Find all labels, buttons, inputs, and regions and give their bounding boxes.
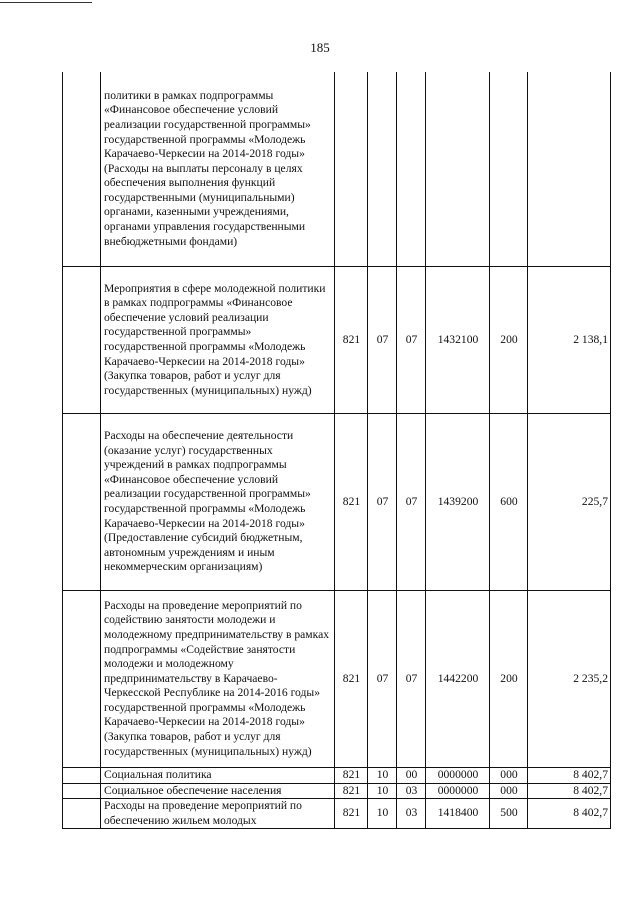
- amount-cell: 8 402,7: [528, 799, 611, 829]
- section-cell: 07: [368, 591, 397, 768]
- department-code-cell: [335, 72, 368, 267]
- expense-type-cell: 600: [490, 414, 528, 591]
- section-cell: 10: [368, 768, 397, 784]
- subsection-cell: 00: [397, 768, 426, 784]
- expense-type-cell: 500: [490, 799, 528, 829]
- description-cell: Социальное обеспечение населения: [101, 783, 335, 799]
- department-code-cell: 821: [335, 414, 368, 591]
- section-cell: 07: [368, 267, 397, 414]
- description-cell: Социальная политика: [101, 768, 335, 784]
- amount-cell: 225,7: [528, 414, 611, 591]
- amount-cell: 8 402,7: [528, 768, 611, 784]
- table-row: [63, 267, 611, 414]
- table-row: [63, 783, 611, 799]
- row-number-cell: [63, 72, 101, 267]
- row-number-cell: [63, 267, 101, 414]
- table-row: [63, 768, 611, 784]
- row-number-cell: [63, 768, 101, 784]
- subsection-cell: 07: [397, 591, 426, 768]
- expense-type-cell: 200: [490, 591, 528, 768]
- description-cell: Расходы на проведение мероприятий по содействию занятости молодежи и молодежному предпринимательству в рамках подпрограммы «Содействие занятости молодежи и молодежному предпринимательству в Карачаево-Черкесской Республике на 2014-2016 годы» государственной программы «Молодежь Карачаево-Черкесии на 2014-2018 годы» (Закупка товаров, работ и услуг для государственных (муниципальных) нужд): [101, 591, 335, 768]
- amount-cell: [528, 72, 611, 267]
- page-number: 185: [310, 40, 330, 55]
- subsection-cell: 07: [397, 267, 426, 414]
- section-cell: 10: [368, 783, 397, 799]
- subsection-cell: 07: [397, 414, 426, 591]
- department-code-cell: 821: [335, 591, 368, 768]
- target-article-cell: 1442200: [426, 591, 490, 768]
- expense-type-cell: [490, 72, 528, 267]
- expense-type-cell: 000: [490, 768, 528, 784]
- section-cell: 10: [368, 799, 397, 829]
- subsection-cell: [397, 72, 426, 267]
- department-code-cell: 821: [335, 768, 368, 784]
- subsection-cell: 03: [397, 799, 426, 829]
- table-row: [63, 414, 611, 591]
- target-article-cell: 1432100: [426, 267, 490, 414]
- target-article-cell: 0000000: [426, 768, 490, 784]
- amount-cell: 8 402,7: [528, 783, 611, 799]
- target-article-cell: 0000000: [426, 783, 490, 799]
- target-article-cell: 1418400: [426, 799, 490, 829]
- section-cell: 07: [368, 414, 397, 591]
- expense-type-cell: 200: [490, 267, 528, 414]
- amount-cell: 2 138,1: [528, 267, 611, 414]
- description-cell: политики в рамках подпрограммы «Финансовое обеспечение условий реализации государственной программы» государственной программы «Молодежь Карачаево-Черкесии на 2014-2018 годы» (Расходы на выплаты персоналу в целях обеспечения выполнения функций государственными (муниципальными) органами, казенными учреждениями, органами управления государственными внебюджетными фондами): [101, 72, 335, 267]
- description-cell: Расходы на проведение мероприятий по обеспечению жильем молодых: [101, 799, 335, 829]
- expense-type-cell: 000: [490, 783, 528, 799]
- budget-table: [62, 72, 611, 829]
- department-code-cell: 821: [335, 267, 368, 414]
- table-row: [63, 591, 611, 768]
- corner-rule: [0, 2, 92, 3]
- department-code-cell: 821: [335, 783, 368, 799]
- target-article-cell: [426, 72, 490, 267]
- row-number-cell: [63, 799, 101, 829]
- table-row: [63, 799, 611, 829]
- description-cell: Мероприятия в сфере молодежной политики в рамках подпрограммы «Финансовое обеспечение условий реализации государственной программы» государственной программы «Молодежь Карачаево-Черкесии на 2014-2018 годы» (Закупка товаров, работ и услуг для государственных (муниципальных) нужд): [101, 267, 335, 414]
- amount-cell: 2 235,2: [528, 591, 611, 768]
- table-row: [63, 72, 611, 267]
- department-code-cell: 821: [335, 799, 368, 829]
- row-number-cell: [63, 591, 101, 768]
- target-article-cell: 1439200: [426, 414, 490, 591]
- subsection-cell: 03: [397, 783, 426, 799]
- section-cell: [368, 72, 397, 267]
- row-number-cell: [63, 414, 101, 591]
- row-number-cell: [63, 783, 101, 799]
- description-cell: Расходы на обеспечение деятельности (оказание услуг) государственных учреждений в рамках подпрограммы «Финансовое обеспечение условий реализации государственной программы» государственной программы «Молодежь Карачаево-Черкесии на 2014-2018 годы» (Предоставление субсидий бюджетным, автономным учреждениям и иным некоммерческим организациям): [101, 414, 335, 591]
